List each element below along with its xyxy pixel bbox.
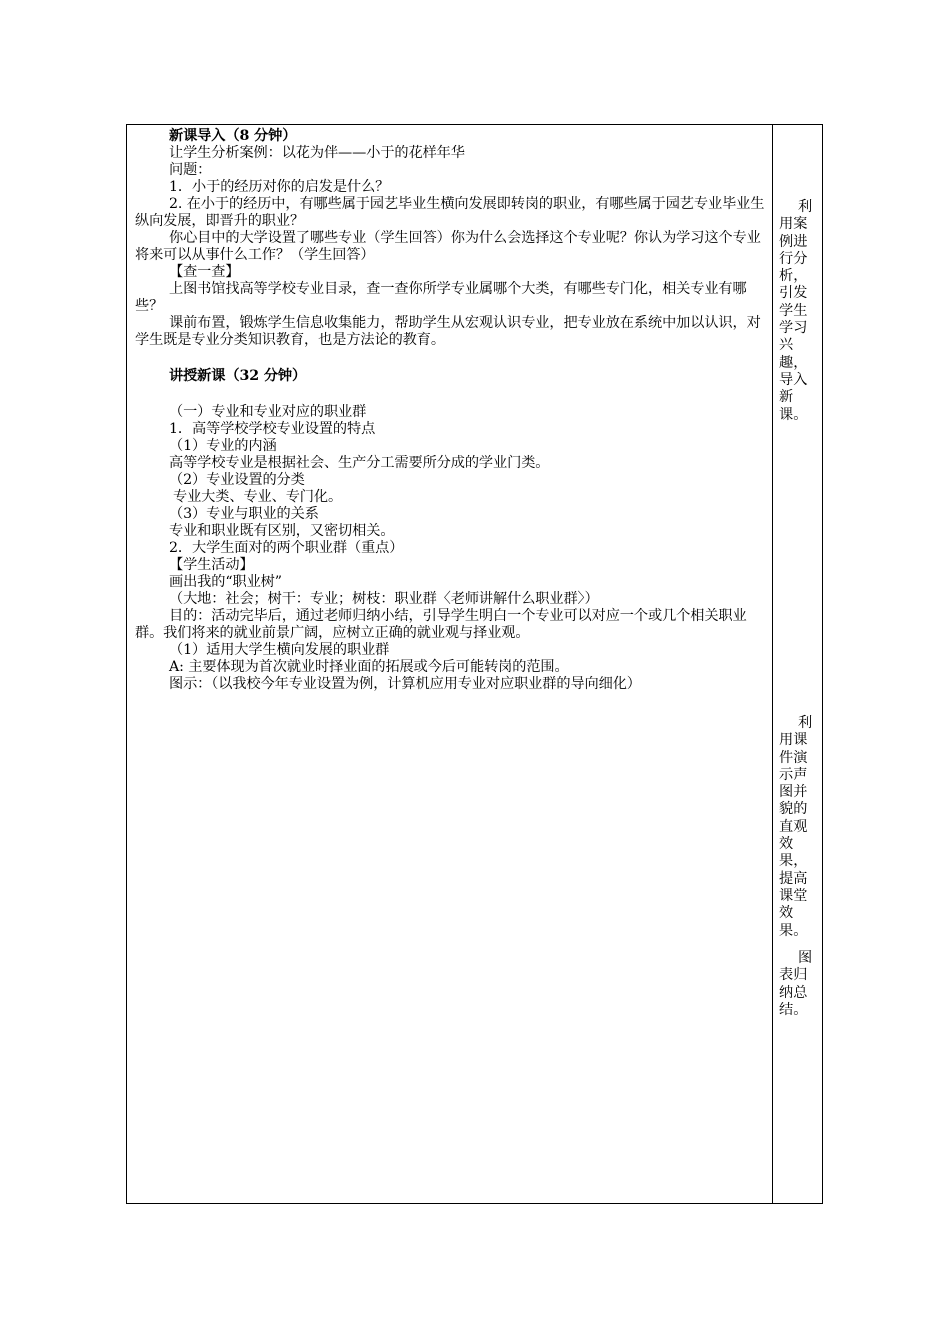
horizontal-group: （1）适用大学生横向发展的职业群: [169, 642, 390, 658]
intro-heading: 新课导入（8 分钟）: [169, 128, 297, 144]
lecture-heading: 讲授新课（32 分钟）: [169, 368, 307, 384]
side-note-1-text: 利用案例进行分析，引发学生学习兴趣，导入新课。: [779, 199, 813, 423]
question-3: 你心目中的大学设置了哪些专业（学生回答）你为什么会选择这个专业呢？你认为学习这个专业将来可以从事什么工作？（学生回答）: [135, 230, 761, 263]
question-2: 2. 在小于的经历中，有哪些属于园艺毕业生横向发展即转岗的职业，有哪些属于园艺专业毕业生纵向发展，即晋升的职业？: [135, 196, 765, 229]
side-note-3: [779, 950, 817, 1019]
activity-label: 【学生活动】: [169, 557, 254, 573]
section-1-1-c: （3）专业与职业的关系: [169, 506, 319, 522]
question-label: 问题：: [169, 162, 212, 178]
section-1: （一）专业和专业对应的职业群: [169, 404, 367, 420]
section-1-2: 2．大学生面对的两个职业群（重点）: [169, 540, 404, 556]
activity-title: 画出我的“职业树”: [169, 574, 282, 590]
side-note-3-text: 图表归纳总结。: [779, 950, 813, 1018]
check-text: 上图书馆找高等学校专业目录，查一查你所学专业属哪个大类，有哪些专门化，相关专业有哪些？: [135, 281, 747, 314]
check-label: 【查一查】: [169, 264, 240, 280]
a-line: A: 主要体现为首次就业时择业面的拓展或今后可能转岗的范围。: [169, 659, 569, 675]
intro-case-line: 让学生分析案例：以花为伴——小于的花样年华: [169, 145, 465, 161]
side-note-1: [779, 199, 817, 424]
question-1: 1．小于的经历对你的启发是什么？: [169, 179, 390, 195]
activity-goal: 目的：活动完毕后，通过老师归纳小结，引导学生明白一个专业可以对应一个或几个相关职业群。我们将来的就业前景广阔，应树立正确的就业观与择业观。: [135, 608, 747, 641]
section-1-1: 1．高等学校学校专业设置的特点: [169, 421, 376, 437]
section-1-1-b-text: 专业大类、专业、专门化。: [173, 489, 343, 505]
activity-desc: （大地：社会；树干：专业；树枝：职业群〈老师讲解什么职业群〉）: [169, 591, 599, 607]
arrangement-text: 课前布置，锻炼学生信息收集能力，帮助学生从宏观认识专业，把专业放在系统中加以认识，对学生既是专业分类知识教育，也是方法论的教育。: [135, 315, 761, 348]
side-note-2: [779, 715, 817, 940]
section-1-1-a-text: 高等学校专业是根据社会、生产分工需要所分成的学业门类。: [169, 455, 550, 471]
side-note-2-text: 利用课件演示声图并貌的直观效果，提高课堂效果。: [779, 715, 813, 939]
content-cell: [135, 128, 767, 693]
lesson-plan-table: [126, 124, 823, 1204]
section-1-1-c-text: 专业和职业既有区别，又密切相关。: [169, 523, 395, 539]
column-divider: [772, 125, 773, 1203]
section-1-1-b: （2）专业设置的分类: [169, 472, 305, 488]
section-1-1-a: （1）专业的内涵: [169, 438, 277, 454]
diagram-line: 图示：（以我校今年专业设置为例，计算机应用专业对应职业群的导向细化）: [169, 676, 641, 692]
